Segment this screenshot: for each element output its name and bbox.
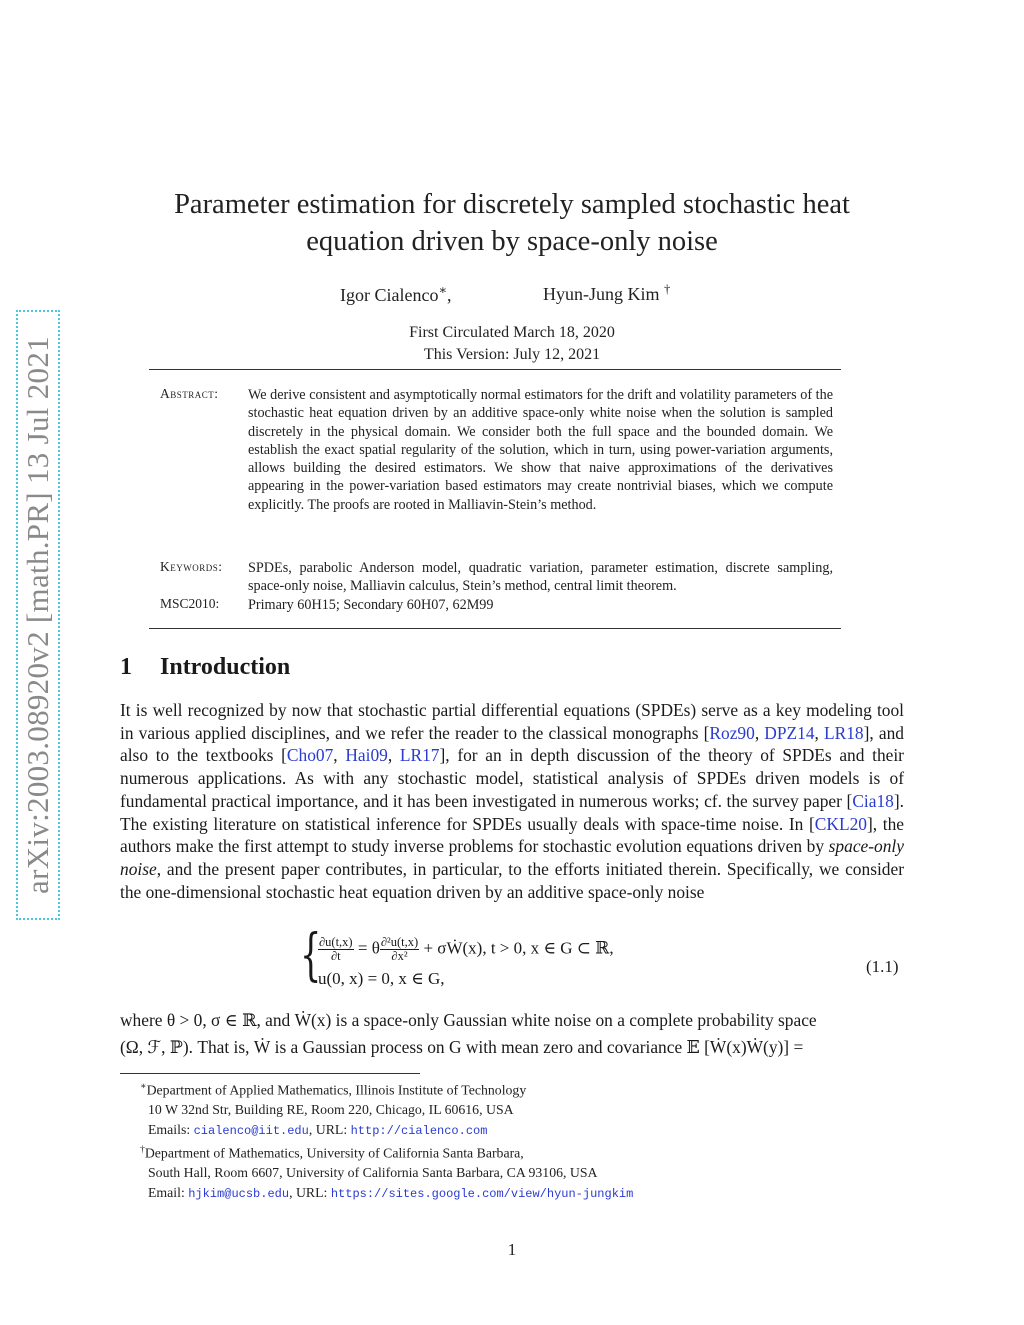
dates (0, 322, 1024, 366)
intro-text-6: , and the present paper contributes, in particular, to the efforts initiated therein. Specifically, we consider the one-dimensional stochastic heat equation driven by an additive space-only noise (120, 858, 904, 902)
footnote-1 (140, 1077, 840, 1141)
citation-link[interactable]: CKL20 (814, 813, 867, 834)
arxiv-stamp[interactable]: arXiv:2003.08920v2 [math.PR] 13 Jul 2021 (20, 336, 55, 894)
equation-line-2: u(0, x) = 0, x ∈ G, (318, 969, 445, 988)
footnote-2-line-3 (140, 1183, 840, 1205)
msc-label: MSC2010: (160, 596, 220, 611)
equation-line-1-tail: + σẆ(x), t > 0, x ∈ G ⊂ ℝ, (423, 938, 614, 958)
footnote-2 (140, 1140, 840, 1204)
footnote-1-emails-label: Emails: (148, 1121, 194, 1137)
footnote-1-mark: ∗ (140, 1081, 147, 1092)
author-2-footnote-mark[interactable]: † (664, 282, 671, 296)
post-equation-text (120, 1007, 904, 1061)
partial-t-fraction: $\frac{\partial u(t,x)}{\partial t}$ (319, 935, 353, 963)
date-circulated: First Circulated March 18, 2020 (409, 324, 615, 341)
equation-brace: { (300, 923, 322, 988)
email-link[interactable]: cialenco@iit.edu (193, 1123, 309, 1138)
title-line-2: equation driven by space-only noise (306, 226, 718, 257)
author-2 (543, 282, 670, 305)
emphasis-space-only-noise: space-only noise (120, 836, 904, 879)
intro-text-3: ], for an in depth discussion of the theory of SPDEs and their numerous applications. As with any stochastic model, statistical analysis of SPDEs driven models is of fundamental practical importance, and it has been investigated in numerous works; cf. the survey paper [ (120, 745, 904, 811)
footnote-2-email-label: Email: (148, 1184, 189, 1200)
section-heading (120, 654, 290, 681)
intro-text-4: ]. The existing literature on statistical inference for SPDEs usually deals with space-time noise. In [ (120, 790, 904, 834)
footnote-1-line-1 (140, 1077, 840, 1100)
intro-text-2: ], and also to the textbooks [ (120, 722, 904, 766)
equation-number: (1.1) (866, 957, 899, 976)
intro-text-5: ], the authors make the first attempt to study inverse problems for stochastic evolution equations driven by (120, 813, 904, 857)
section-title: Introduction (160, 654, 291, 680)
author-2-name: Hyun-Jung Kim (543, 284, 660, 304)
equation-line-1: $\frac{\partial u(t,x)}{\partial t}$ = θ $\frac{\text{∂²u(t,x)}}{\text{∂x²}}$ + σẆ(x), t > 0, x ∈ G ⊂ ℝ, (319, 935, 614, 963)
title-line-1: Parameter estimation for discretely sampled stochastic heat (174, 189, 850, 220)
author-1: Igor Cialenco∗, (340, 283, 452, 305)
citation-link[interactable]: Cia18 (852, 790, 894, 811)
abstract-bottom-rule (149, 628, 841, 629)
citation-link[interactable]: Roz90 (709, 722, 755, 743)
intro-paragraph: It is well recognized by now that stochastic partial differential equations (SPDEs) serve as a key modeling tool in various applied disciplines, and we refer the reader to the classical monographs [Roz90, DPZ14, LR18], and also to the textbooks [Cho07, Hai09, LR17], for an in depth discussion of the theory of SPDEs and their numerous applications. As with any stochastic model, statistical analysis of SPDEs driven models is of fundamental practical importance, and it has been investigated in numerous works; cf. the survey paper [Cia18]. The existing literature on statistical inference for SPDEs usually deals with space-time noise. In [CKL20], the authors make the first attempt to study inverse problems for stochastic evolution equations driven by space-only noise, and the present paper contributes, in particular, to the efforts initiated therein. Specifically, we consider the one-dimensional stochastic heat equation driven by an additive space-only noise (120, 700, 904, 902)
abstract-label: Abstract: (160, 386, 219, 401)
footnote-2-affiliation: Department of Mathematics, University of California Santa Barbara, (144, 1145, 524, 1161)
partial-xx-fraction: $\frac{\text{∂²u(t,x)}}{\text{∂x²}}$ (380, 935, 419, 963)
footnote-rule (120, 1073, 420, 1074)
footnote-2-mark: † (140, 1144, 145, 1155)
citation-link[interactable]: Hai09 (345, 745, 388, 766)
section-number: 1 (120, 654, 132, 680)
paper-title (120, 186, 904, 260)
author-1-footnote-mark[interactable]: ∗ (438, 283, 448, 297)
post-equation-line-2: (Ω, ℱ, ℙ). That is, Ẇ is a Gaussian process on G with mean zero and covariance 𝔼 [Ẇ(x)Ẇ(y)] = (120, 1037, 804, 1057)
citation-link[interactable]: LR18 (824, 722, 864, 743)
abstract-text: We derive consistent and asymptotically normal estimators for the drift and volatility parameters of the stochastic heat equation driven by an additive space-only white noise when the solution is sampled discretely in the physical domain. We consider both the full space and the bounded domain. We establish the exact spatial regularity of the solution, which in turn, using power-variation arguments, allows building the desired estimators. We show that naive approximations of the derivatives appearing in the power-variation based estimators may create nontrivial biases, which we compute explicitly. The proofs are rooted in Malliavin-Stein’s method. (248, 387, 833, 513)
post-equation-line-1: where θ > 0, σ ∈ ℝ, and Ẇ(x) is a space-only Gaussian white noise on a complete probability space (120, 1010, 817, 1030)
footnote-2-line-1 (140, 1140, 840, 1163)
page-number: 1 (507, 1240, 517, 1259)
author-1-name: Igor Cialenco (340, 285, 439, 305)
citation-link[interactable]: DPZ14 (764, 722, 815, 743)
citation-link[interactable]: Cho07 (286, 745, 334, 766)
url-link[interactable]: http://cialenco.com (350, 1123, 488, 1138)
footnote-1-line-3 (140, 1120, 840, 1142)
footnote-1-url-label: , URL: (308, 1121, 351, 1137)
url-link[interactable]: https://sites.google.com/view/hyun-jungkim (330, 1186, 634, 1201)
keywords-label: Keywords: (160, 559, 223, 574)
footnote-1-affiliation: Department of Applied Mathematics, Illinois Institute of Technology (146, 1082, 527, 1098)
abstract-top-rule (149, 369, 841, 370)
footnote-2-url-label: , URL: (289, 1184, 331, 1200)
keywords-text: SPDEs, parabolic Anderson model, quadratic variation, parameter estimation, discrete sampling, space-only noise, Malliavin calculus, Stein’s method, central limit theorem. (248, 560, 833, 595)
date-version: This Version: July 12, 2021 (423, 346, 601, 363)
msc-text: Primary 60H15; Secondary 60H07, 62M99 (248, 597, 494, 613)
intro-text-1: It is well recognized by now that stochastic partial differential equations (SPDEs) serve as a key modeling tool in various applied disciplines, and we refer the reader to the classical monographs (120, 700, 904, 743)
email-link[interactable]: hjkim@ucsb.edu (188, 1186, 290, 1201)
citation-link[interactable]: LR17 (399, 745, 440, 766)
footnote-1-line-2: 10 W 32nd Str, Building RE, Room 220, Chicago, IL 60616, USA (148, 1102, 514, 1118)
footnote-2-line-2: South Hall, Room 6607, University of California Santa Barbara, CA 93106, USA (148, 1165, 598, 1181)
